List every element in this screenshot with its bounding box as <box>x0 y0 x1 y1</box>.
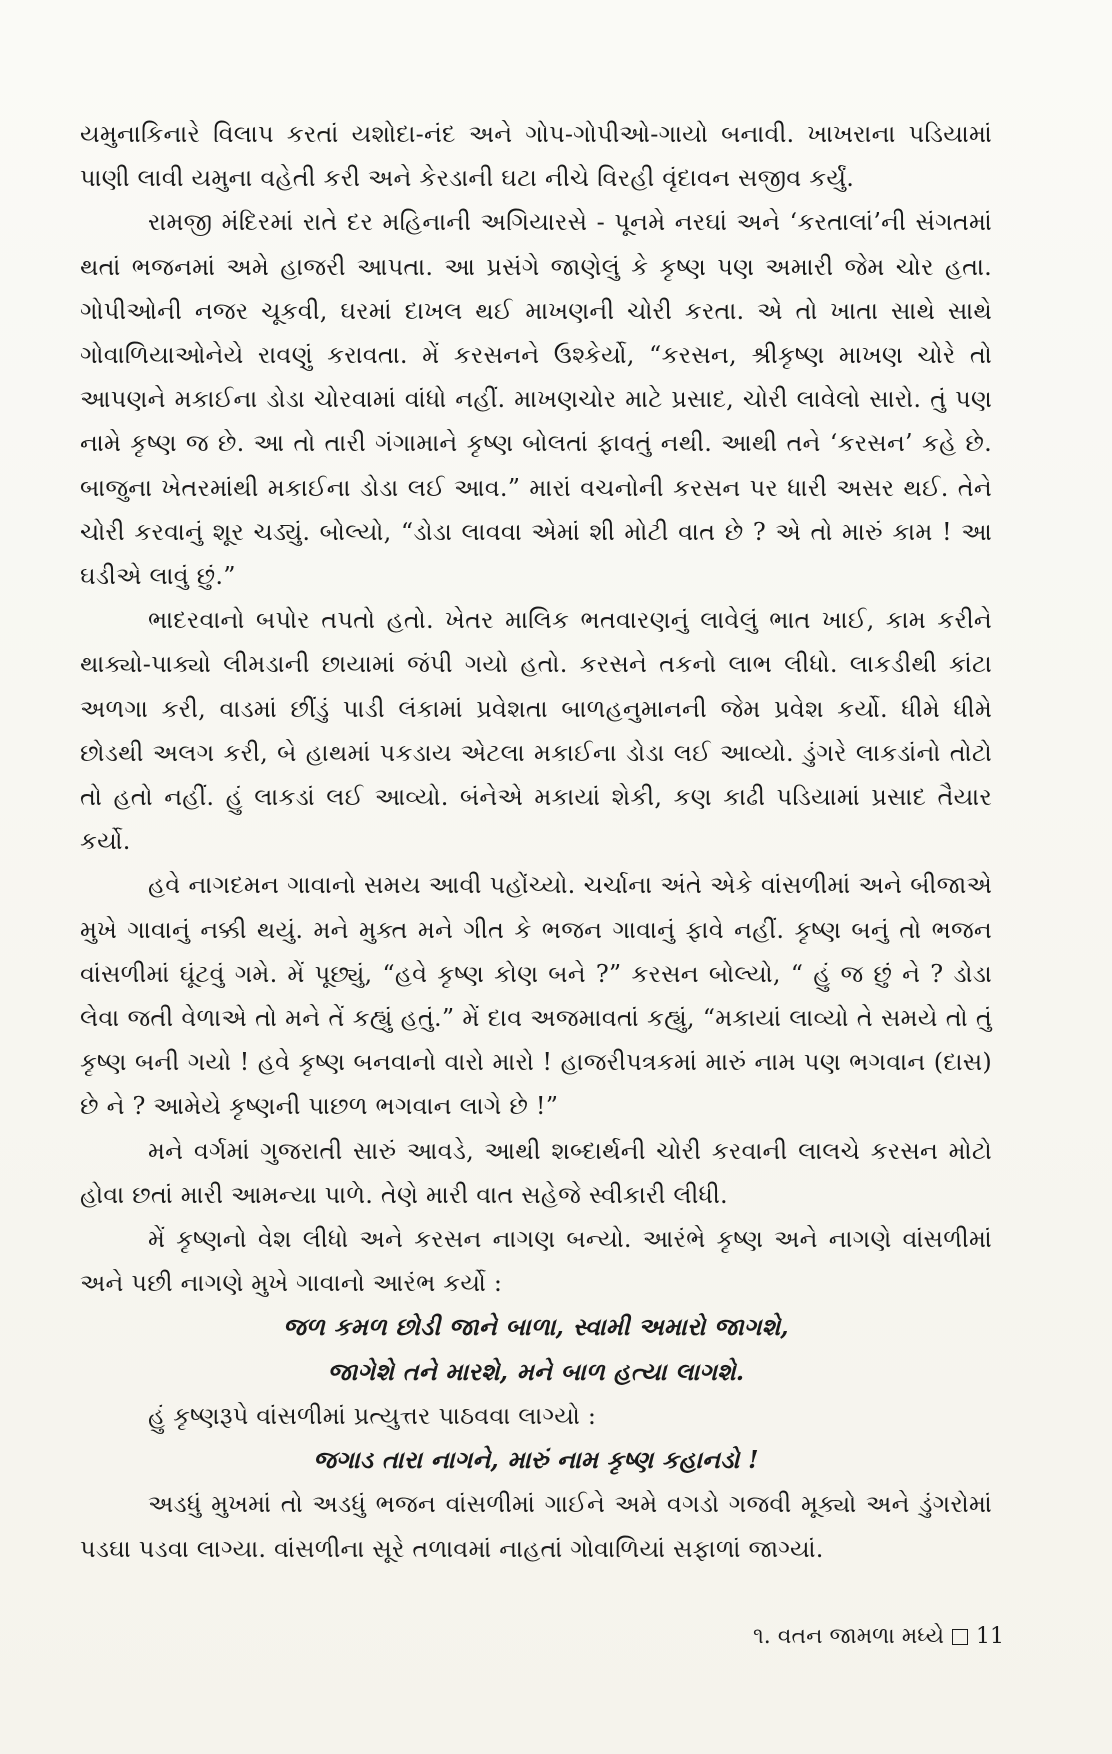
page-footer <box>753 1624 1004 1649</box>
verse-line: જળ કમળ છોડી જાને બાળા, સ્વામી અમારો જાગશે, <box>283 1312 789 1342</box>
square-icon <box>952 1629 968 1645</box>
verse-line: જગાડ તારા નાગને, મારું નામ કૃષ્ણ કહાનડો ! <box>313 1445 759 1475</box>
body-text <box>80 112 992 1571</box>
paragraph: હવે નાગદમન ગાવાનો સમય આવી પહોંચ્યો. ચર્ચાના અંતે એકે વાંસળીમાં અને બીજાએ મુખે ગાવાનું નક્કી થયું. મને મુક્ત મને ગીત કે ભજન ગાવાનું ફાવે નહીં. કૃષ્ણ બનું તો ભજન વાંસળીમાં ઘૂંટવું ગમે. મેં પૂછ્યું, “હવે કૃષ્ણ કોણ બને ?” કરસન બોલ્યો, “ હું જ છું ને ? ડોડા લેવા જતી વેળાએ તો મને તેં કહ્યું હતું.” મેં દાવ અજમાવતાં કહ્યું, “મકાયાં લાવ્યો તે સમયે તો તું કૃષ્ણ બની ગયો ! હવે કૃષ્ણ બનવાનો વારો મારો ! હાજરીપત્રકમાં મારું નામ પણ ભગવાન (દાસ) છે ને ? આમેયે કૃષ્ણની પાછળ ભગવાન લાગે છે !” <box>80 871 992 1121</box>
paragraph: મને વર્ગમાં ગુજરાતી સારું આવડે, આથી શબ્દાર્થની ચોરી કરવાની લાલચે કરસન મોટો હોવા છતાં મારી આમન્યા પાળે. તેણે મારી વાત સહેજે સ્વીકારી લીધી. <box>80 1136 992 1209</box>
paragraph: હું કૃષ્ણરૂપે વાંસળીમાં પ્રત્યુત્તર પાઠવવા લાગ્યો : <box>148 1401 597 1430</box>
paragraph: મેં કૃષ્ણનો વેશ લીધો અને કરસન નાગણ બન્યો. આરંભે કૃષ્ણ અને નાગણે વાંસળીમાં અને પછી નાગણે મુખે ગાવાનો આરંભ કર્યો : <box>80 1225 992 1298</box>
paragraph: ભાદરવાનો બપોર તપતો હતો. ખેતર માલિક ભતવારણનું લાવેલું ભાત ખાઈ, કામ કરીને થાક્યો-પાક્યો લીમડાની છાયામાં જંપી ગયો હતો. કરસને તકનો લાભ લીધો. લાકડીથી કાંટા અળગા કરી, વાડમાં છીંડું પાડી લંકામાં પ્રવેશતા બાળહનુમાનની જેમ પ્રવેશ કર્યો. ધીમે ધીમે છોડથી અલગ કરી, બે હાથમાં પકડાય એટલા મકાઈના ડોડા લઈ આવ્યો. ડુંગરે લાકડાંનો તોટો તો હતો નહીં. હું લાકડાં લઈ આવ્યો. બંનેએ મકાયાં શેકી, કણ કાઢી પડિયામાં પ્રસાદ તૈયાર કર્યો. <box>80 606 992 856</box>
chapter-title: ૧. વતન જામળા મધ્યે <box>753 1624 944 1649</box>
page-number: 11 <box>976 1624 1004 1649</box>
verse-line: જાગેશે તને મારશે, મને બાળ હત્યા લાગશે. <box>327 1356 745 1386</box>
paragraph: યમુનાકિનારે વિલાપ કરતાં યશોદા-નંદ અને ગોપ-ગોપીઓ-ગાયો બનાવી. ખાખરાના પડિયામાં પાણી લાવી યમુના વહેતી કરી અને કેરડાની ઘટા નીચે વિરહી વૃંદાવન સજીવ કર્યું. <box>80 120 992 193</box>
paragraph: અડધું મુખમાં તો અડધું ભજન વાંસળીમાં ગાઈને અમે વગડો ગજવી મૂક્યો અને ડુંગરોમાં પડઘા પડવા લાગ્યા. વાંસળીના સૂરે તળાવમાં નાહતાં ગોવાળિયાં સફાળાં જાગ્યાં. <box>80 1490 992 1563</box>
paragraph: રામજી મંદિરમાં રાતે દર મહિનાની અગિયારસે - પૂનમે નરઘાં અને ‘કરતાલાં’ની સંગતમાં થતાં ભજનમાં અમે હાજરી આપતા. આ પ્રસંગે જાણેલું કે કૃષ્ણ પણ અમારી જેમ ચોર હતા. ગોપીઓની નજર ચૂકવી, ઘરમાં દાખલ થઈ માખણની ચોરી કરતા. એ તો ખાતા સાથે સાથે ગોવાળિયાઓનેયે રાવણું કરાવતા. મેં કરસનને ઉશ્કેર્યો, “કરસન, શ્રીકૃષ્ણ માખણ ચોરે તો આપણને મકાઈના ડોડા ચોરવામાં વાંધો નહીં. માખણચોર માટે પ્રસાદ, ચોરી લાવેલો સારો. તું પણ નામે કૃષ્ણ જ છે. આ તો તારી ગંગામાને કૃષ્ણ બોલતાં ફાવતું નથી. આથી તને ‘કરસન’ કહે છે. બાજુના ખેતરમાંથી મકાઈના ડોડા લઈ આવ.” મારાં વચનોની કરસન પર ધારી અસર થઈ. તેને ચોરી કરવાનું શૂર ચડ્યું. બોલ્યો, “ડોડા લાવવા એમાં શી મોટી વાત છે ? એ તો મારું કામ ! આ ઘડીએ લાવું છું.” <box>80 208 992 591</box>
